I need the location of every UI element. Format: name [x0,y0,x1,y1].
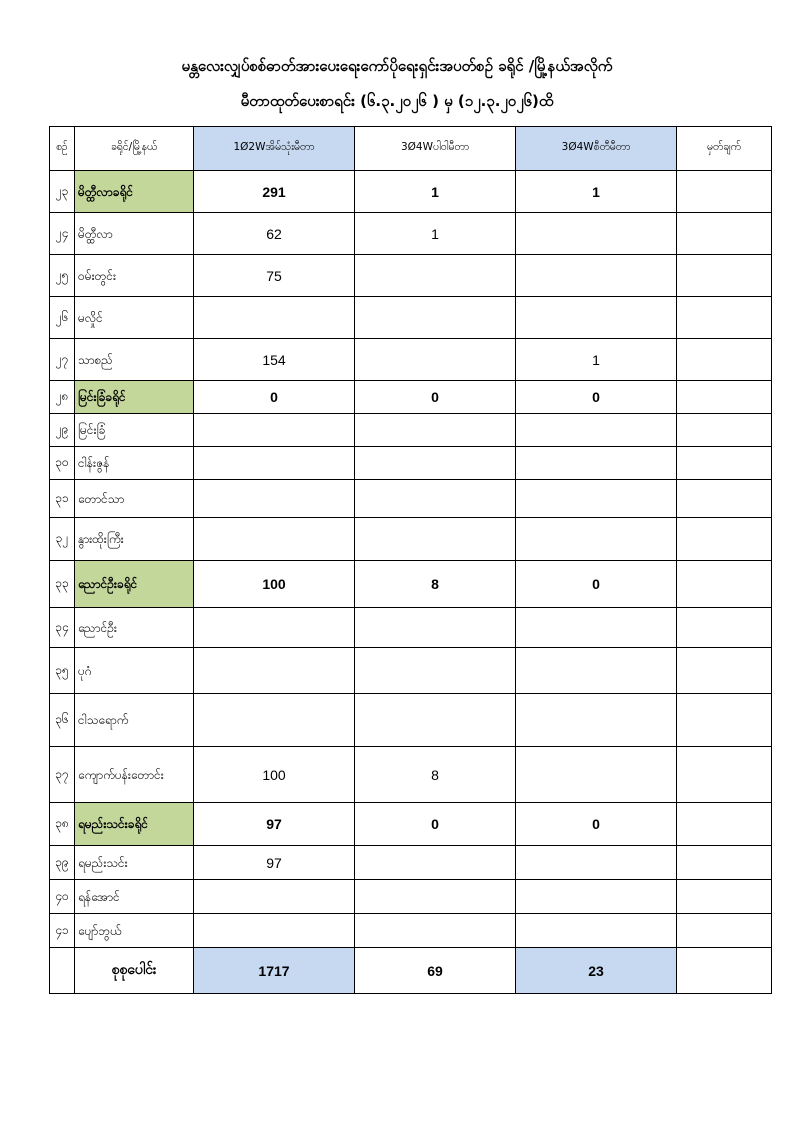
ct-meter-cell [516,914,677,948]
township-name-cell: သာစည် [75,339,194,381]
township-name-cell: မြင်းခြံ [75,414,194,447]
township-row [50,694,772,747]
row-number-cell: ၃၄ [50,608,75,648]
domestic-meter-cell [194,880,355,914]
remark-cell [677,414,772,447]
row-number-cell: ၂၄ [50,213,75,255]
ct-meter-cell [516,447,677,480]
township-row [50,480,772,518]
power-meter-cell [355,297,516,339]
ct-meter-cell [516,608,677,648]
township-name-cell: ရမည်းသင်း [75,846,194,880]
district-row [50,803,772,846]
row-number-cell: ၂၆ [50,297,75,339]
power-meter-cell: 8 [355,561,516,608]
power-meter-cell [355,880,516,914]
power-meter-cell [355,480,516,518]
col-header-name: ခရိုင်/မြို့နယ် [75,127,194,171]
row-number-cell: ၃၅ [50,648,75,694]
remark-cell [677,803,772,846]
township-name-cell: မလှိုင် [75,297,194,339]
ct-meter-cell [516,414,677,447]
row-number-cell: ၂၈ [50,381,75,414]
remark-cell [677,561,772,608]
remark-cell [677,846,772,880]
col-header-power-meter: 3Ø4Wပါဝါမီတာ [355,127,516,171]
district-name-cell: ညောင်ဦးခရိုင် [75,561,194,608]
row-number-cell: ၃၃ [50,561,75,608]
row-number-cell: ၂၇ [50,339,75,381]
domestic-meter-cell [194,518,355,561]
district-name-cell: မိတ္ထီလာခရိုင် [75,171,194,213]
meter-table [49,126,772,994]
power-meter-cell: 0 [355,803,516,846]
row-number-cell: ၂၃ [50,171,75,213]
township-name-cell: နွားထိုးကြီး [75,518,194,561]
row-number-cell: ၃၉ [50,846,75,880]
ct-meter-cell [516,255,677,297]
remark-cell [677,255,772,297]
ct-meter-cell: 0 [516,381,677,414]
township-name-cell: ပျော်ဘွယ် [75,914,194,948]
row-number-cell: ၃၆ [50,694,75,747]
township-row [50,747,772,803]
remark-cell [677,171,772,213]
remark-cell [677,880,772,914]
township-row [50,339,772,381]
power-meter-cell: 8 [355,747,516,803]
power-meter-cell: 1 [355,213,516,255]
row-number-cell: ၄၀ [50,880,75,914]
row-number-cell: ၄၁ [50,914,75,948]
report-title: မန္တလေးလျှပ်စစ်ဓာတ်အားပေးရေးကော်ပိုရေးရှင်းအပတ်စဉ် ခရိုင် /မြို့နယ်အလိုက် [181,57,613,75]
township-row [50,648,772,694]
remark-cell [677,297,772,339]
power-meter-cell [355,608,516,648]
domestic-meter-cell [194,480,355,518]
row-number-cell: ၃၀ [50,447,75,480]
domestic-meter-cell [194,608,355,648]
district-row [50,381,772,414]
ct-meter-cell: 0 [516,803,677,846]
township-name-cell: ရန်အောင် [75,880,194,914]
row-number-cell: ၃၂ [50,518,75,561]
township-row [50,518,772,561]
township-row [50,297,772,339]
domestic-meter-cell [194,447,355,480]
col-header-ct-meter: 3Ø4Wစီတီမီတာ [516,127,677,171]
remark-cell [677,914,772,948]
header-row [50,127,772,171]
remark-cell [677,608,772,648]
total-label: စုစုပေါင်း [75,948,194,994]
domestic-meter-cell: 291 [194,171,355,213]
remark-cell [677,381,772,414]
power-meter-cell [355,648,516,694]
ct-meter-cell [516,213,677,255]
remark-cell [677,480,772,518]
township-name-cell: ငါန်းဇွန် [75,447,194,480]
township-row [50,880,772,914]
ct-meter-cell [516,694,677,747]
ct-meter-cell [516,518,677,561]
col-header-domestic-meter: 1Ø2Wအိမ်သုံးမီတာ [194,127,355,171]
total-remark [677,948,772,994]
domestic-meter-cell [194,914,355,948]
remark-cell [677,213,772,255]
domestic-meter-cell [194,648,355,694]
domestic-meter-cell [194,297,355,339]
remark-cell [677,518,772,561]
power-meter-cell [355,339,516,381]
district-row [50,171,772,213]
township-row [50,255,772,297]
power-meter-cell [355,846,516,880]
township-name-cell: ညောင်ဦး [75,608,194,648]
power-meter-cell [355,694,516,747]
total-power-meter: 69 [355,948,516,994]
total-row [50,948,772,994]
row-number-cell: ၃၈ [50,803,75,846]
row-number-cell: ၂၅ [50,255,75,297]
township-name-cell: ပုဂံ [75,648,194,694]
township-name-cell: ကျောက်ပန်းတောင်း [75,747,194,803]
remark-cell [677,447,772,480]
district-name-cell: မြင်းခြံခရိုင် [75,381,194,414]
report-subtitle: မီတာထုတ်ပေးစာရင်း (၆.၃.၂၀၂၆ ) မှ (၁၂.၃.၂၀၂၆)ထိ [240,92,554,110]
ct-meter-cell: 0 [516,561,677,608]
ct-meter-cell [516,297,677,339]
row-number-cell: ၂၉ [50,414,75,447]
district-name-cell: ရမည်းသင်းခရိုင် [75,803,194,846]
power-meter-cell [355,518,516,561]
township-row [50,447,772,480]
power-meter-cell [355,255,516,297]
ct-meter-cell [516,846,677,880]
remark-cell [677,694,772,747]
ct-meter-cell: 1 [516,171,677,213]
power-meter-cell: 1 [355,171,516,213]
remark-cell [677,648,772,694]
ct-meter-cell [516,747,677,803]
township-row [50,608,772,648]
domestic-meter-cell: 97 [194,803,355,846]
total-domestic-meter: 1717 [194,948,355,994]
township-row [50,846,772,880]
col-header-remark: မှတ်ချက် [677,127,772,171]
township-row [50,414,772,447]
township-name-cell: တောင်သာ [75,480,194,518]
domestic-meter-cell: 100 [194,747,355,803]
col-header-no: စဉ် [50,127,75,171]
domestic-meter-cell: 100 [194,561,355,608]
total-no-cell [50,948,75,994]
row-number-cell: ၃၇ [50,747,75,803]
township-row [50,213,772,255]
domestic-meter-cell: 75 [194,255,355,297]
total-ct-meter: 23 [516,948,677,994]
domestic-meter-cell: 97 [194,846,355,880]
domestic-meter-cell [194,414,355,447]
domestic-meter-cell: 154 [194,339,355,381]
ct-meter-cell [516,880,677,914]
power-meter-cell [355,914,516,948]
power-meter-cell: 0 [355,381,516,414]
domestic-meter-cell: 0 [194,381,355,414]
row-number-cell: ၃၁ [50,480,75,518]
power-meter-cell [355,414,516,447]
ct-meter-cell [516,480,677,518]
township-row [50,914,772,948]
township-name-cell: ငါသရောက် [75,694,194,747]
domestic-meter-cell: 62 [194,213,355,255]
remark-cell [677,339,772,381]
ct-meter-cell [516,648,677,694]
district-row [50,561,772,608]
township-name-cell: မိတ္ထီလာ [75,213,194,255]
ct-meter-cell: 1 [516,339,677,381]
domestic-meter-cell [194,694,355,747]
remark-cell [677,747,772,803]
power-meter-cell [355,447,516,480]
township-name-cell: ဝမ်းတွင်း [75,255,194,297]
